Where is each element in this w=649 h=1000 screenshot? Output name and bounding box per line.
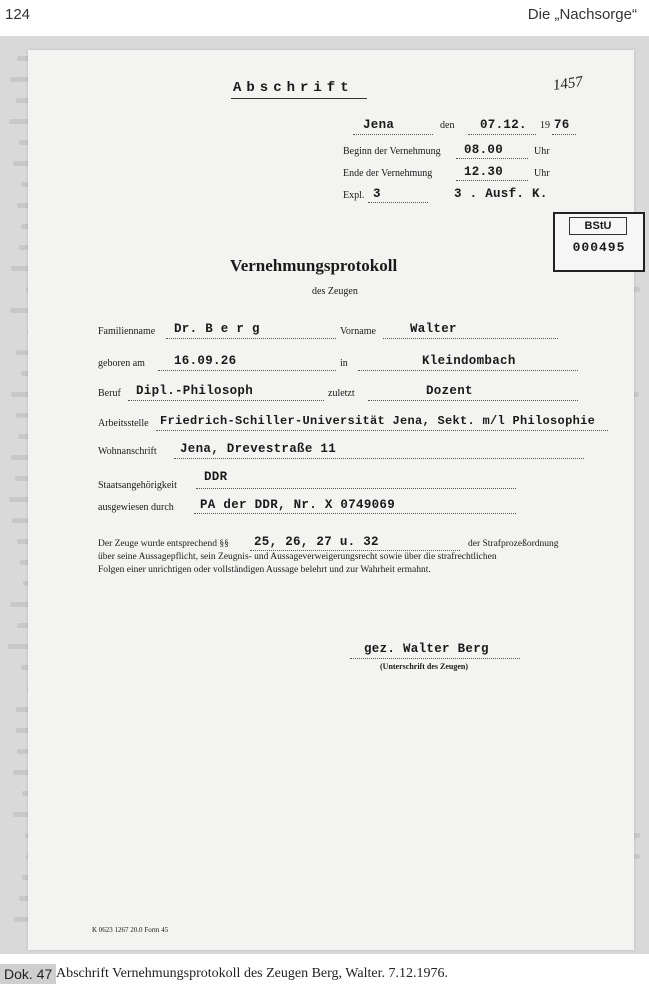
copies-value: 3 (373, 187, 381, 201)
wohnanschrift-label: Wohnanschrift (98, 446, 157, 457)
caption-text: Abschrift Vernehmungsprotokoll des Zeugen Berg, Walter. 7.12.1976. (56, 966, 448, 981)
caption-tag: Dok. 47 (0, 964, 56, 984)
place-value: Jena (363, 118, 395, 132)
form-code: K 0623 1267 20.0 Form 45 (92, 926, 169, 934)
arbeitsstelle-label: Arbeitsstelle (98, 418, 149, 429)
start-time: 08.00 (464, 143, 504, 157)
chapter-title: Die „Nachsorge“ (527, 6, 637, 23)
geboren-value: 16.09.26 (174, 354, 237, 368)
belehrung-paragraphs: 25, 26, 27 u. 32 (254, 535, 379, 549)
stamp-org: BStU (569, 217, 627, 235)
document-scan (0, 36, 649, 954)
protocol-heading: Vernehmungsprotokoll (230, 256, 398, 275)
belehrung-suffix: der Strafprozeßordnung (468, 539, 559, 549)
zuletzt-value: Dozent (426, 384, 473, 398)
staatsangehoerigkeit-label: Staatsangehörigkeit (98, 480, 177, 491)
end-label: Ende der Vernehmung (343, 168, 433, 179)
copies-label: Expl. (343, 190, 365, 201)
signature-value: gez. Walter Berg (364, 642, 489, 656)
figure-caption (0, 958, 649, 992)
staatsangehoerigkeit-value: DDR (204, 470, 228, 484)
start-label: Beginn der Vernehmung (343, 146, 441, 157)
vorname-label: Vorname (340, 326, 376, 337)
end-time: 12.30 (464, 165, 504, 179)
date-label: den (440, 120, 455, 131)
beruf-label: Beruf (98, 388, 121, 399)
date-year-prefix: 19 (540, 120, 550, 131)
zuletzt-label: zuletzt (328, 388, 355, 399)
signature-caption: (Unterschrift des Zeugen) (380, 662, 468, 671)
familienname-value: Dr. B e r g (174, 322, 260, 336)
ausgewiesen-value: PA der DDR, Nr. X 0749069 (200, 498, 396, 512)
stamp-number: 000495 (572, 240, 626, 255)
document-title: Abschrift (233, 80, 354, 96)
end-unit: Uhr (534, 168, 550, 179)
book-page-header (0, 0, 649, 34)
copies-of: 3 . Ausf. K. (454, 187, 548, 201)
belehrung-prefix: Der Zeuge wurde entsprechend §§ (98, 539, 229, 549)
belehrung-line-2: über seine Aussagepflicht, sein Zeugnis- und Aussageverweigerungsrecht sowie über die strafrechtlichen (98, 552, 497, 562)
date-year: 76 (554, 118, 570, 132)
geboren-label: geboren am (98, 358, 145, 369)
handwritten-number: 1457 (551, 73, 584, 95)
familienname-label: Familienname (98, 326, 156, 337)
archive-stamp (553, 212, 645, 272)
date-day-month: 07.12. (480, 118, 527, 132)
start-unit: Uhr (534, 146, 550, 157)
beruf-value: Dipl.-Philosoph (136, 384, 254, 398)
arbeitsstelle-value: Friedrich-Schiller-Universität Jena, Sekt. m/l Philosophie (160, 414, 596, 428)
ausgewiesen-label: ausgewiesen durch (98, 502, 174, 513)
vorname-value: Walter (410, 322, 457, 336)
protocol-sheet (28, 50, 634, 950)
in-value: Kleindombach (422, 354, 516, 368)
belehrung-line-3: Folgen einer unrichtigen oder vollständigen Aussage belehrt und zur Wahrheit ermahnt. (98, 565, 431, 575)
wohnanschrift-value: Jena, Drevestraße 11 (180, 442, 337, 456)
page-number: 124 (5, 6, 31, 23)
in-label: in (340, 358, 348, 369)
protocol-subheading: des Zeugen (312, 286, 358, 297)
